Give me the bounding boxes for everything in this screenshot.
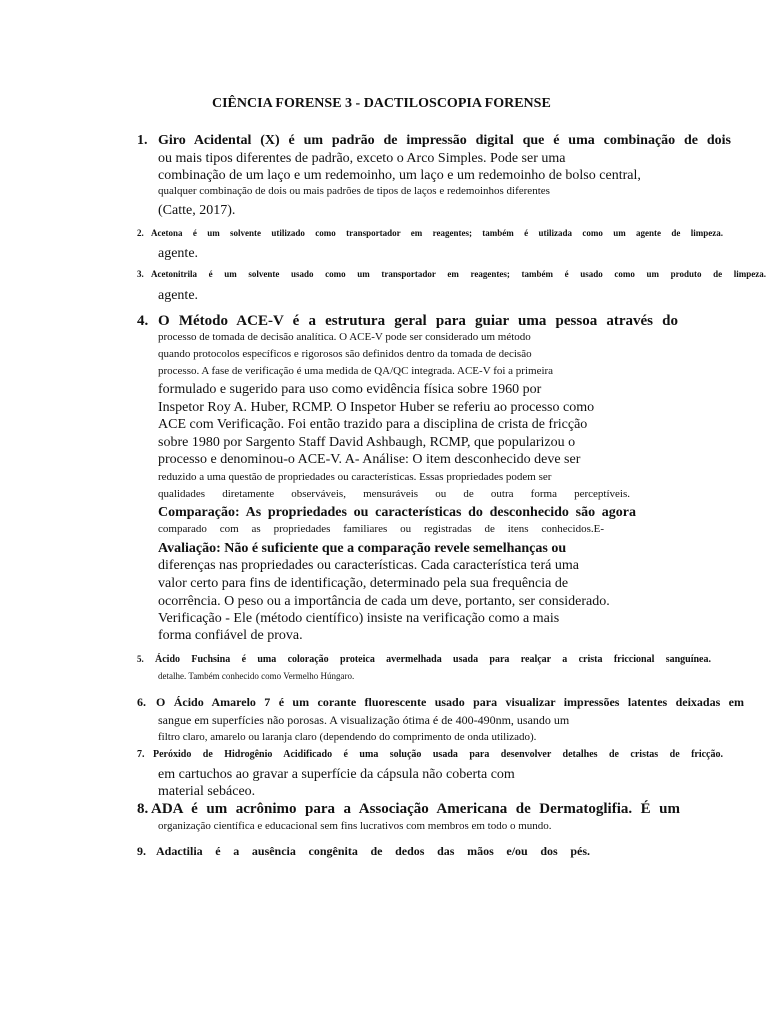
item-text-line: Acetonitrila é um solvente usado como um transportador em reagentes; também é usado como um produto de limpeza. bbox=[151, 269, 766, 279]
item-number: 8. bbox=[137, 801, 149, 817]
item-text-line: reduzido a uma questão de propriedades ou características. Essas propriedades podem ser bbox=[158, 471, 552, 483]
item-number: 2. bbox=[137, 228, 144, 238]
item-text-line: Giro Acidental (X) é um padrão de impressão digital que é uma combinação de dois bbox=[158, 133, 731, 148]
item-number: 9. bbox=[137, 844, 146, 858]
item-text-line: Acetona é um solvente utilizado como transportador em reagentes; também é utilizada como um agente de limpeza. bbox=[151, 228, 723, 238]
item-text-line: Inspetor Roy A. Huber, RCMP. O Inspetor Huber se referiu ao processo como bbox=[158, 400, 595, 415]
item-text-line: O Ácido Amarelo 7 é um corante fluorescente usado para visualizar impressões latentes deixadas em bbox=[156, 695, 744, 709]
item-text-line: Comparação: As propriedades ou características do desconhecido são agora bbox=[158, 505, 636, 520]
item-number: 3. bbox=[137, 269, 144, 279]
item-text-line: qualquer combinação de dois ou mais padrões de tipos de laços e redemoinhos diferentes bbox=[158, 185, 550, 197]
item-text-line: ou mais tipos diferentes de padrão, exceto o Arco Simples. Pode ser uma bbox=[158, 151, 566, 166]
item-text-line: Avaliação: Não é suficiente que a comparação revele semelhanças ou bbox=[158, 541, 567, 556]
item-text-line: comparado com as propriedades familiares ou registradas de itens conhecidos.E- bbox=[158, 523, 604, 535]
item-text-line: agente. bbox=[158, 288, 199, 303]
item-text-line: Ácido Fuchsina é uma coloração proteica avermelhada usada para realçar a crista friccional sanguínea. bbox=[155, 654, 711, 665]
item-number: 6. bbox=[137, 695, 146, 709]
item-text-line: agente. bbox=[158, 246, 199, 261]
page-title: CIÊNCIA FORENSE 3 - DACTILOSCOPIA FORENSE bbox=[212, 96, 551, 111]
item-text-line: ACE com Verificação. Foi então trazido para a disciplina de crista de fricção bbox=[158, 417, 588, 432]
item-text-line: diferenças nas propriedades ou características. Cada característica terá uma bbox=[158, 558, 579, 573]
item-text-line: formulado e sugerido para uso como evidência física sobre 1960 por bbox=[158, 382, 542, 397]
item-text-line: sobre 1980 por Sargento Staff David Ashbaugh, RCMP, que popularizou o bbox=[158, 435, 576, 450]
item-text-line: detalhe. Também conhecido como Vermelho Húngaro. bbox=[158, 671, 355, 681]
item-number: 4. bbox=[137, 313, 149, 329]
item-text-line: O Método ACE-V é a estrutura geral para guiar uma pessoa através do bbox=[158, 313, 678, 329]
item-number: 7. bbox=[137, 749, 145, 760]
item-text-line: processo de tomada de decisão analítica. O ACE-V pode ser considerado um método bbox=[158, 331, 531, 343]
item-text-line: sangue em superfícies não porosas. A visualização ótima é de 400-490nm, usando um bbox=[158, 713, 570, 727]
item-text-line: combinação de um laço e um redemoinho, um laço e um redemoinho de bolso central, bbox=[158, 168, 641, 183]
item-text-line: (Catte, 2017). bbox=[158, 203, 236, 218]
item-text-line: processo e denominou-o ACE-V. A- Análise: O item desconhecido deve ser bbox=[158, 452, 581, 467]
item-text-line: ocorrência. O peso ou a importância de cada um deve, portanto, ser considerado. bbox=[158, 594, 610, 609]
item-number: 5. bbox=[137, 654, 144, 664]
item-text-line: forma confiável de prova. bbox=[158, 628, 303, 643]
item-text-line: Peróxido de Hidrogênio Acidificado é uma solução usada para desenvolver detalhes de cristas de fricção. bbox=[153, 749, 723, 760]
item-text-line: Verificação - Ele (método científico) insiste na verificação como a mais bbox=[158, 611, 560, 626]
item-number: 1. bbox=[137, 133, 148, 148]
item-text-line: processo. A fase de verificação é uma medida de QA/QC integrada. ACE-V foi a primeira bbox=[158, 365, 554, 377]
item-text-line: material sebáceo. bbox=[158, 784, 256, 799]
item-text-line: valor certo para fins de identificação, determinado pela sua frequência de bbox=[158, 576, 569, 591]
item-text-line: filtro claro, amarelo ou laranja claro (dependendo do comprimento de onda utilizado). bbox=[158, 731, 537, 743]
item-text-line: organização científica e educacional sem fins lucrativos com membros em todo o mundo. bbox=[158, 820, 552, 832]
item-text-line: Adactilia é a ausência congênita de dedos das mãos e/ou dos pés. bbox=[156, 844, 590, 858]
item-text-line: em cartuchos ao gravar a superfície da cápsula não coberta com bbox=[158, 767, 515, 782]
item-text-line: qualidades diretamente observáveis, mensuráveis ou de outra forma perceptíveis. bbox=[158, 488, 630, 500]
item-text-line: quando protocolos específicos e rigorosos são definidos dentro da tomada de decisão bbox=[158, 348, 532, 360]
item-text-line: ADA é um acrônimo para a Associação Americana de Dermatoglifia. É um bbox=[151, 801, 680, 817]
